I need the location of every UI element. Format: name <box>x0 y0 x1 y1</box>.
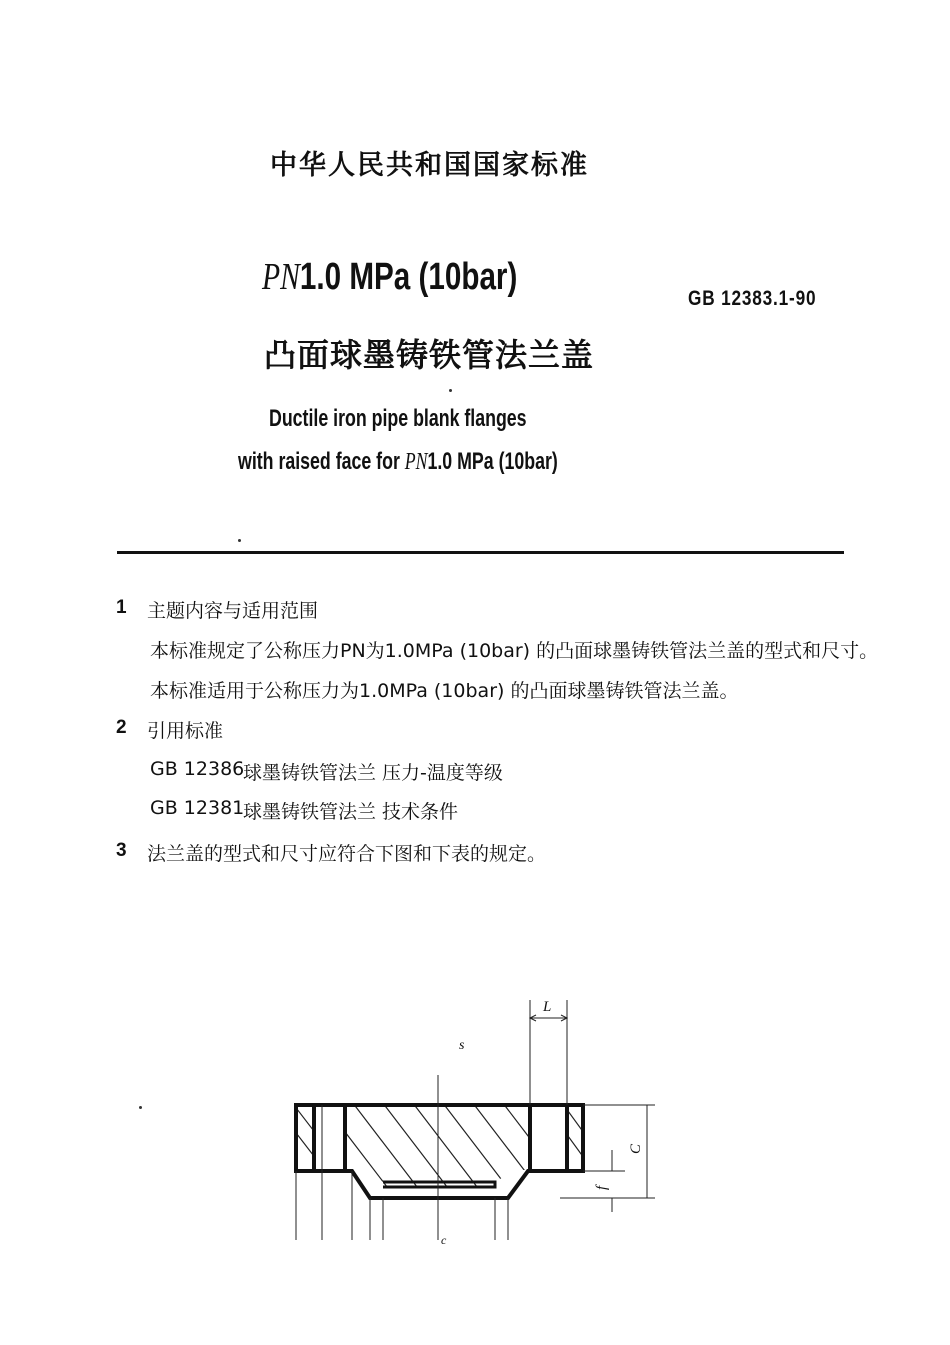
dimension-label-s: s <box>459 1038 465 1053</box>
standard-number: GB 12383.1-90 <box>688 287 817 310</box>
section-1-paragraph-1: 本标准规定了公称压力PN为1.0MPa (10bar) 的凸面球墨铸铁管法兰盖的型式和尺寸。 <box>150 640 879 662</box>
dimension-lines <box>296 1000 655 1240</box>
section-hatching <box>290 1060 630 1230</box>
title-chinese: 凸面球墨铸铁管法兰盖 <box>264 336 595 374</box>
section-1-number: 1 <box>116 597 127 618</box>
title-pn: PN <box>262 256 300 298</box>
section-1-title: 主题内容与适用范围 <box>147 600 319 622</box>
title-english-pressure: 1.0 MPa (10bar) <box>427 448 558 475</box>
section-2-title: 引用标准 <box>147 720 224 742</box>
reference-2-title: 球墨铸铁管法兰 技术条件 <box>243 801 459 823</box>
dimension-label-f: f <box>594 1185 610 1190</box>
dimension-label-L: L <box>543 999 552 1015</box>
dimension-label-c: c <box>441 1233 447 1247</box>
section-3-text: 法兰盖的型式和尺寸应符合下图和下表的规定。 <box>147 843 547 865</box>
flange-outline <box>296 1105 583 1198</box>
reference-2-code: GB 12381 <box>150 797 245 819</box>
national-standard-heading: 中华人民共和国国家标准 <box>270 150 589 181</box>
section-1-paragraph-2: 本标准适用于公称压力为1.0MPa (10bar) 的凸面球墨铸铁管法兰盖。 <box>150 680 739 702</box>
reference-1-title: 球墨铸铁管法兰 压力-温度等级 <box>243 762 503 784</box>
title-english-line1: Ductile iron pipe blank flanges <box>269 405 527 432</box>
dimension-label-C: C <box>628 1143 644 1154</box>
title-english-prefix: with raised face for <box>238 448 405 475</box>
title-pressure-value: 1.0 MPa (10bar) <box>299 256 518 298</box>
section-2-number: 2 <box>116 717 127 738</box>
title-english-pn: PN <box>404 449 428 475</box>
reference-1-code: GB 12386 <box>150 758 245 780</box>
section-3-number: 3 <box>116 840 127 861</box>
